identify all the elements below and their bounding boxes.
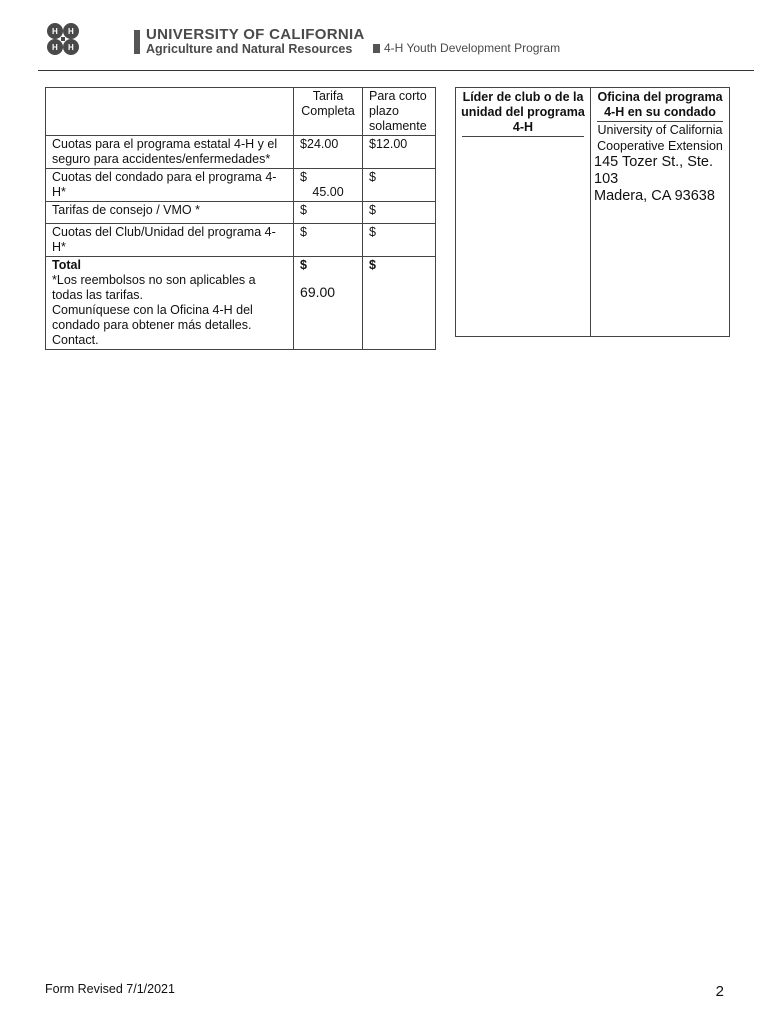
svg-text:H: H [68,27,74,36]
table-row [46,224,436,257]
total-full-value: 69.00 [300,284,336,300]
short-fee-cell[interactable]: $ [363,224,436,257]
table-row [46,202,436,224]
currency-symbol: $ [369,258,376,272]
svg-text:H: H [68,43,74,52]
program-marker [373,44,380,53]
total-label: Total [52,258,81,272]
full-fee-cell[interactable]: $ [294,224,363,257]
header-cell-empty [46,88,294,136]
row-label: Tarifas de consejo / VMO * [46,202,294,224]
row-label: Cuotas para el programa estatal 4-H y el seguro para accidentes/enfermedades* [46,136,294,169]
program-name: 4-H Youth Development Program [384,41,561,55]
total-short-cell[interactable] [363,257,436,350]
page-number: 2 [715,983,724,1000]
short-fee-cell[interactable]: $12.00 [363,136,436,169]
full-fee-cell[interactable] [294,169,363,202]
office-name: University of California Cooperative Extension [597,123,723,153]
short-fee-cell[interactable]: $ [363,169,436,202]
contact-word: Contact. [52,333,99,347]
row-label: Cuotas del condado para el programa 4-H* [46,169,294,202]
header-divider [38,70,754,71]
uc-logo-bar [134,30,140,54]
leader-column [456,88,590,137]
table-header-row [46,88,436,136]
total-full-cell[interactable] [294,257,363,350]
fee-table [45,87,436,350]
svg-text:H: H [52,43,58,52]
total-label-cell [46,257,294,350]
row-label: Cuotas del Club/Unidad del programa 4-H* [46,224,294,257]
leader-header-underline [462,136,584,137]
header-full-fee: Tarifa Completa [294,88,363,136]
table-row [46,169,436,202]
table-row [46,136,436,169]
form-revised: Form Revised 7/1/2021 [45,982,175,996]
office-address-line1: 145 Tozer St., Ste. 103 [594,154,714,187]
full-fee-cell[interactable]: $ [294,202,363,224]
svg-text:H: H [52,27,58,36]
four-h-clover-icon [40,20,88,60]
currency-symbol: $ [300,258,307,272]
full-fee-cell[interactable]: $24.00 [294,136,363,169]
refund-note: *Los reembolsos no son aplicables a todas las tarifas. [52,273,256,302]
office-column [591,88,729,205]
contacts-panel [455,87,730,337]
leader-header: Líder de club o de la unidad del programa 4-H [461,90,585,134]
office-address-line2: Madera, CA 93638 [594,188,715,204]
currency-symbol: $ [300,170,307,184]
contact-note: Comuníquese con la Oficina 4-H del condado para obtener más detalles. [52,303,253,332]
office-header: Oficina del programa 4-H en su condado [597,90,723,119]
fee-value: 45.00 [312,185,344,199]
university-name: UNIVERSITY OF CALIFORNIA [146,26,365,43]
header-short-term: Para corto plazo solamente [363,88,436,136]
page-header [38,20,738,64]
short-fee-cell[interactable]: $ [363,202,436,224]
division-name: Agriculture and Natural Resources [146,42,353,56]
total-row [46,257,436,350]
